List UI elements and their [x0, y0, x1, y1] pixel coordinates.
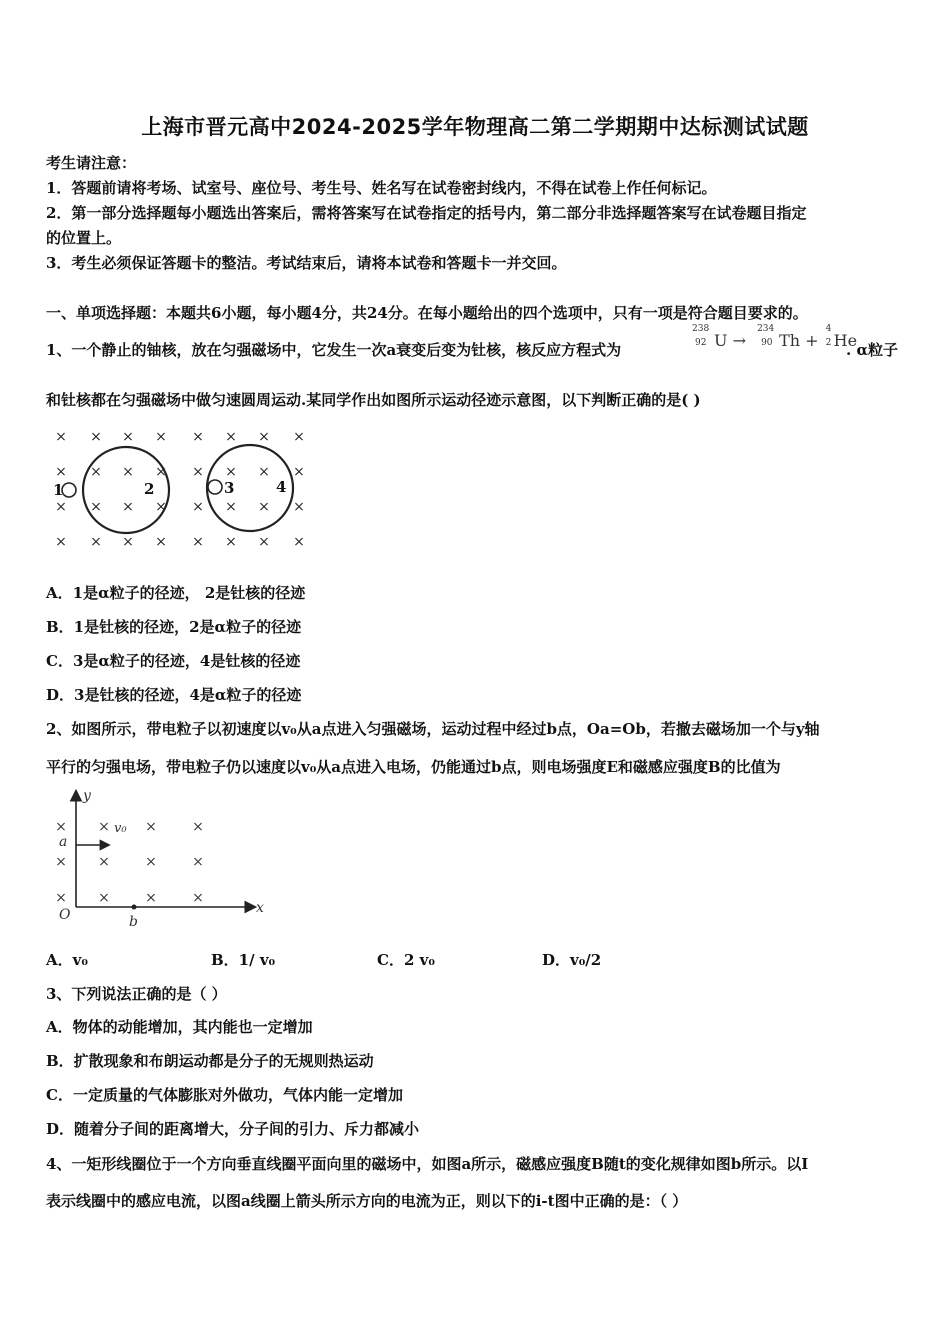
q2-option-d[interactable]: D．v₀/2 — [542, 951, 602, 969]
q2-option-a[interactable]: A．v₀ — [46, 951, 88, 969]
a-label: a — [59, 834, 68, 850]
q1-stem-line1-end: . α粒子 — [846, 341, 898, 359]
q1-option-c[interactable]: C．3是α粒子的径迹，4是钍核的径迹 — [46, 652, 301, 670]
svg-text:×: × — [90, 534, 102, 550]
svg-text:×: × — [55, 854, 67, 870]
svg-text:×: × — [155, 429, 167, 445]
svg-text:×: × — [90, 429, 102, 445]
track-label-3: 3 — [224, 479, 235, 497]
svg-text:×: × — [155, 464, 167, 480]
svg-text:×: × — [145, 854, 157, 870]
svg-text:×: × — [225, 534, 237, 550]
nuclear-equation: 238 92 U → 234 90 Th + 4 2 He — [692, 324, 858, 350]
svg-text:×: × — [258, 464, 270, 480]
svg-text:×: × — [98, 819, 110, 835]
svg-text:×: × — [192, 854, 204, 870]
q1-stem-line1: 1、一个静止的铀核，放在匀强磁场中，它发生一次a衰变后变为钍核，核反应方程式为 — [46, 341, 622, 359]
svg-text:×: × — [225, 499, 237, 515]
track-circle-2 — [83, 447, 169, 533]
svg-text:×: × — [55, 890, 67, 906]
svg-text:×: × — [90, 499, 102, 515]
track-circle-3 — [208, 480, 222, 494]
track-label-1: 1 — [53, 481, 64, 499]
section-heading: 一、单项选择题：本题共6小题，每小题4分，共24分。在每小题给出的四个选项中，只有一项是符合题目要求的。 — [46, 304, 808, 322]
svg-text:×: × — [122, 499, 134, 515]
notice-item-2-cont: 的位置上。 — [46, 229, 122, 247]
svg-text:×: × — [192, 429, 204, 445]
q2-option-c[interactable]: C．2 v₀ — [377, 951, 435, 969]
svg-text:×: × — [55, 819, 67, 835]
q2-stem-line2: 平行的匀强电场，带电粒子仍以速度以v₀从a点进入电场，仍能通过b点，则电场强度E和磁感应强度B的比值为 — [46, 758, 781, 776]
q3-option-b[interactable]: B．扩散现象和布朗运动都是分子的无规则热运动 — [46, 1052, 374, 1070]
svg-text:×: × — [155, 534, 167, 550]
svg-text:×: × — [55, 464, 67, 480]
origin-label: O — [59, 907, 71, 923]
svg-text:×: × — [293, 429, 305, 445]
q1-option-a[interactable]: A．1是α粒子的径迹， 2是钍核的径迹 — [46, 584, 306, 602]
svg-text:×: × — [145, 819, 157, 835]
track-label-2: 2 — [144, 480, 155, 498]
q4-stem-line1: 4、一矩形线圈位于一个方向垂直线圈平面向里的磁场中，如图a所示，磁感应强度B随t的变化规律如图b所示。以I — [46, 1155, 809, 1173]
page-title: 上海市晋元高中2024-2025学年物理高二第二学期期中达标测试试题 — [141, 115, 809, 139]
svg-text:×: × — [55, 534, 67, 550]
svg-text:×: × — [192, 534, 204, 550]
svg-text:×: × — [122, 464, 134, 480]
q3-stem: 3、下列说法正确的是（ ） — [46, 985, 227, 1003]
q3-option-d[interactable]: D．随着分子间的距离增大，分子间的引力、斥力都减小 — [46, 1120, 420, 1138]
svg-text:×: × — [293, 534, 305, 550]
svg-text:×: × — [258, 534, 270, 550]
q4-stem-line2: 表示线圈中的感应电流，以图a线圈上箭头所示方向的电流为正，则以下的i-t图中正确的是：（ ） — [46, 1192, 688, 1210]
notice-item-3: 3．考生必须保证答题卡的整洁。考试结束后，请将本试卷和答题卡一并交回。 — [46, 254, 567, 272]
svg-text:×: × — [192, 499, 204, 515]
svg-text:×: × — [55, 429, 67, 445]
svg-text:×: × — [90, 464, 102, 480]
q2-options — [46, 949, 601, 970]
svg-text:×: × — [98, 854, 110, 870]
v0-label: v₀ — [114, 821, 127, 836]
svg-text:×: × — [192, 890, 204, 906]
svg-text:×: × — [258, 499, 270, 515]
q1-option-d[interactable]: D．3是钍核的径迹，4是α粒子的径迹 — [46, 686, 302, 704]
svg-text:×: × — [258, 429, 270, 445]
y-label: y — [83, 788, 91, 804]
notice-item-2: 2．第一部分选择题每小题选出答案后，需将答案写在试卷指定的括号内，第二部分非选择题答案写在试卷题目指定 — [46, 204, 807, 222]
b-label: b — [129, 914, 138, 930]
notice-item-1: 1．答题前请将考场、试室号、座位号、考生号、姓名写在试卷密封线内，不得在试卷上作任何标记。 — [46, 179, 717, 197]
svg-text:×: × — [55, 499, 67, 515]
svg-text:×: × — [145, 890, 157, 906]
x-label: x — [256, 900, 264, 916]
svg-text:×: × — [155, 499, 167, 515]
q3-option-c[interactable]: C．一定质量的气体膨胀对外做功，气体内能一定增加 — [46, 1086, 403, 1104]
q2-axes-figure — [46, 782, 276, 932]
q1-track-figure — [46, 420, 316, 555]
svg-text:×: × — [293, 464, 305, 480]
svg-text:×: × — [225, 429, 237, 445]
svg-text:×: × — [293, 499, 305, 515]
q1-option-b[interactable]: B．1是钍核的径迹，2是α粒子的径迹 — [46, 618, 302, 636]
svg-text:×: × — [192, 819, 204, 835]
point-b — [132, 905, 137, 910]
notice-header: 考生请注意： — [46, 154, 137, 172]
track-circle-1 — [62, 483, 76, 497]
q1-stem-line2: 和钍核都在匀强磁场中做匀速圆周运动.某同学作出如图所示运动径迹示意图，以下判断正确的是( ) — [46, 391, 701, 409]
track-label-4: 4 — [276, 478, 287, 496]
q3-option-a[interactable]: A．物体的动能增加，其内能也一定增加 — [46, 1018, 313, 1036]
svg-text:×: × — [98, 890, 110, 906]
svg-text:×: × — [225, 464, 237, 480]
svg-text:×: × — [122, 534, 134, 550]
q2-option-b[interactable]: B．1/ v₀ — [211, 951, 276, 969]
svg-text:×: × — [192, 464, 204, 480]
q2-stem-line1: 2、如图所示，带电粒子以初速度以v₀从a点进入匀强磁场，运动过程中经过b点，Oa=Ob，若撤去磁场加一个与y轴 — [46, 720, 820, 738]
svg-text:×: × — [122, 429, 134, 445]
